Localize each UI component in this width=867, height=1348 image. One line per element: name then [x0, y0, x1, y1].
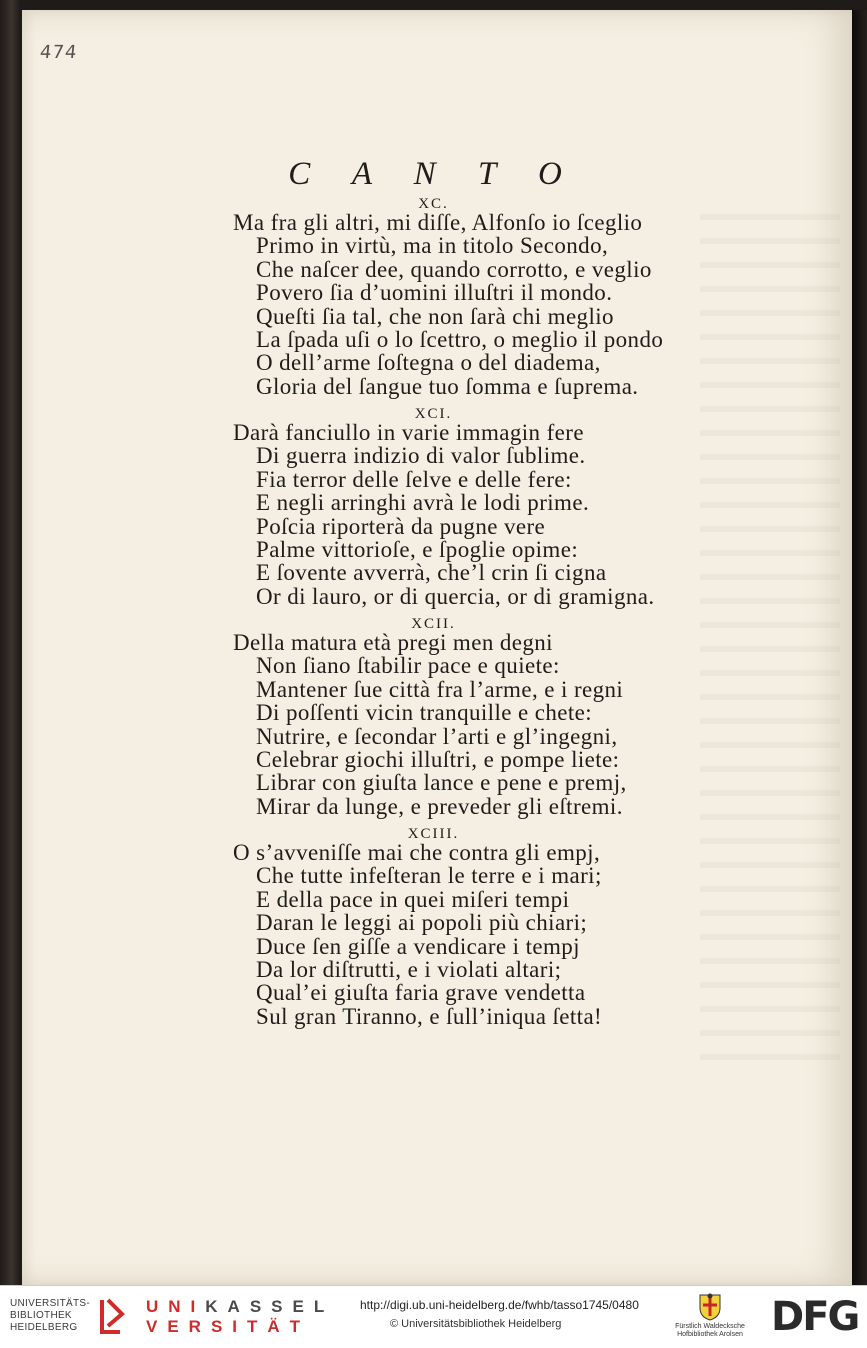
arolsen-library-logo[interactable]: [664, 1323, 756, 1339]
uhd-line: BIBLIOTHEK: [10, 1310, 72, 1321]
kassel-line-1: UNIKASSEL: [146, 1297, 335, 1316]
verse-line: Gloria del ſangue tuo ſomma e ſuprema.: [256, 373, 639, 399]
verse-line: E della pace in quei miſeri tempi: [256, 886, 570, 912]
verse-line: La ſpada uſi o lo ſcettro, o meglio il pondo: [256, 327, 664, 352]
verse-line: Primo in virtù, ma in titolo Secondo,: [256, 233, 609, 259]
verse-line: Che tutte infeſteran le terre e i mari;: [256, 863, 602, 889]
copyright-notice: © Universitätsbibliothek Heidelberg: [390, 1318, 562, 1330]
verse-line: Povero ſia d’uomini illuſtri il mondo.: [256, 280, 613, 306]
canto-heading: C A N T O: [288, 156, 579, 192]
viewer-footer: [0, 1285, 867, 1348]
kassel-line-2: VERSITÄT: [146, 1317, 311, 1336]
uhd-line: HEIDELBERG: [10, 1322, 78, 1333]
arolsen-line: Fürstlich Waldecksche: [675, 1323, 745, 1330]
page-number: 474: [38, 42, 79, 63]
arolsen-line: Hofbibliothek Arolsen: [677, 1331, 743, 1338]
verse-line: Sul gran Tiranno, e ſull’iniqua ſetta!: [256, 1003, 603, 1029]
stanza-number: XCIII.: [407, 826, 460, 842]
verse-line: E ſovente avverrà, che’l crin ſi cigna: [256, 560, 607, 586]
verse-line: Duce ſen giſſe a vendicare i tempj: [256, 933, 580, 959]
verse-line: Di guerra indizio di valor ſublime.: [256, 443, 586, 469]
verse-line: Della matura età pregi men degni: [233, 630, 553, 655]
verse-line: Or di lauro, or di quercia, or di gramigna.: [256, 583, 655, 609]
verse-line: Qual’ei giuſta faria grave vendetta: [256, 980, 586, 1006]
verse-line: Nutrire, e ſecondar l’arti e gl’ingegni,: [256, 723, 618, 749]
verse-line: E negli arringhi avrà le lodi prime.: [256, 490, 590, 516]
verse-line: Mirar da lunge, e preveder gli eſtremi.: [256, 793, 623, 819]
verse-line: Librar con giuſta lance e pene e premj,: [256, 770, 627, 796]
verse-line: Di poſſenti vicin tranquille e chete:: [256, 700, 593, 726]
uhd-line: UNIVERSITÄTS-: [10, 1298, 91, 1309]
verse-line: Ma fra gli altri, mi diſſe, Alfonſo io ſceglio: [233, 210, 643, 235]
crest-icon: [697, 1292, 723, 1322]
verse-line: Queſti ſia tal, che non ſarà chi meglio: [256, 303, 614, 329]
verse-line: Fia terror delle ſelve e delle fere:: [256, 466, 572, 492]
verse-line: O s’avveniſſe mai che contra gli empj,: [233, 840, 601, 865]
permalink[interactable]: http://digi.ub.uni-heidelberg.de/fwhb/tasso1745/0480: [360, 1298, 639, 1312]
verse-line: Che naſcer dee, quando corrotto, e veglio: [256, 256, 652, 282]
stanza-number: XC.: [418, 196, 449, 212]
kassel-mark-icon: [96, 1296, 126, 1336]
dfg-logo[interactable]: DFG: [771, 1294, 859, 1340]
verse-line: Daran le leggi ai popoli più chiari;: [256, 910, 588, 936]
heidelberg-library-logo[interactable]: [10, 1298, 90, 1334]
verse-line: O dell’arme ſoſtegna o del diadema,: [256, 350, 601, 376]
verse-line: Darà fanciullo in varie immagin fere: [233, 420, 584, 445]
stanza-number: XCI.: [414, 406, 453, 422]
verse-line: Poſcia riporterà da pugne vere: [256, 513, 546, 539]
verse-line: Mantener ſue città fra l’arme, e i regni: [256, 676, 624, 702]
verse-line: Da lor diſtrutti, e i violati altari;: [256, 957, 562, 982]
verse-line: Palme vittorioſe, e ſpoglie opime:: [256, 537, 579, 562]
verse-line: Non ſiano ſtabilir pace e quiete:: [256, 653, 560, 679]
verse-line: Celebrar giochi illuſtri, e pompe liete:: [256, 747, 620, 772]
stanza-number: XCII.: [411, 616, 456, 632]
kassel-logo[interactable]: [146, 1297, 334, 1337]
